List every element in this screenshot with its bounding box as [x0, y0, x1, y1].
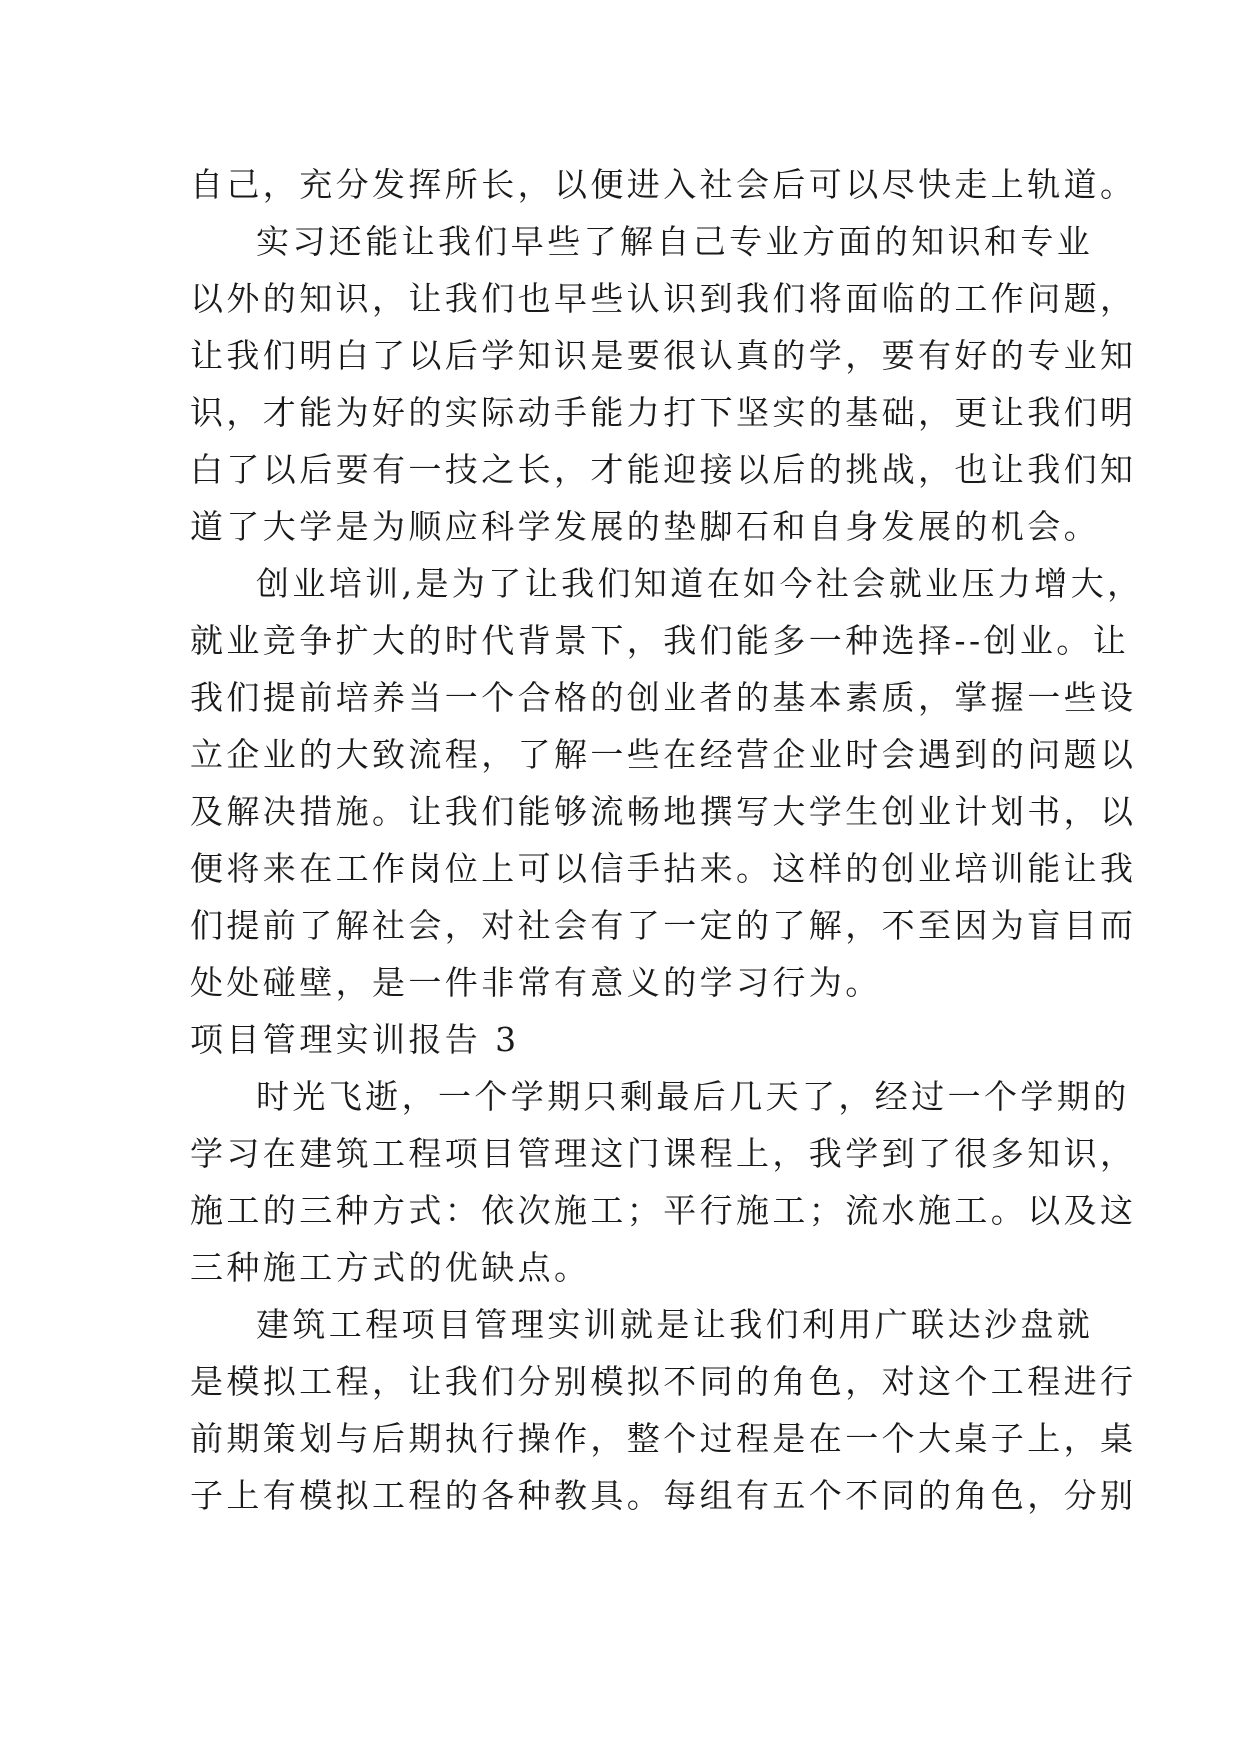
paragraph-line: 学习在建筑工程项目管理这门课程上，我学到了很多知识， — [190, 1134, 1137, 1173]
paragraph-line: 前期策划与后期执行操作，整个过程是在一个大桌子上，桌 — [190, 1419, 1137, 1458]
paragraph-line: 及解决措施。让我们能够流畅地撰写大学生创业计划书，以 — [190, 792, 1137, 831]
paragraph-line: 创业培训,是为了让我们知道在如今社会就业压力增大， — [256, 564, 1144, 603]
paragraph-line: 以外的知识，让我们也早些认识到我们将面临的工作问题， — [190, 279, 1137, 318]
paragraph-line: 们提前了解社会，对社会有了一定的了解，不至因为盲目而 — [190, 906, 1137, 945]
paragraph-line: 实习还能让我们早些了解自己专业方面的知识和专业 — [256, 222, 1094, 261]
paragraph-line: 建筑工程项目管理实训就是让我们利用广联达沙盘就 — [256, 1305, 1094, 1344]
paragraph-line: 就业竞争扩大的时代背景下，我们能多一种选择--创业。让 — [190, 621, 1130, 660]
paragraph-line: 立企业的大致流程，了解一些在经营企业时会遇到的问题以 — [190, 735, 1137, 774]
paragraph-line: 子上有模拟工程的各种教具。每组有五个不同的角色，分别 — [190, 1476, 1137, 1515]
paragraph-line: 处处碰壁，是一件非常有意义的学习行为。 — [190, 963, 882, 1002]
paragraph-line: 道了大学是为顺应科学发展的垫脚石和自身发展的机会。 — [190, 507, 1100, 546]
paragraph-line: 施工的三种方式：依次施工；平行施工；流水施工。以及这 — [190, 1191, 1137, 1230]
paragraph-line: 白了以后要有一技之长，才能迎接以后的挑战，也让我们知 — [190, 450, 1137, 489]
section-heading: 项目管理实训报告 3 — [190, 1020, 520, 1059]
paragraph-line: 识，才能为好的实际动手能力打下坚实的基础，更让我们明 — [190, 393, 1137, 432]
paragraph-line: 是模拟工程，让我们分别模拟不同的角色，对这个工程进行 — [190, 1362, 1137, 1401]
paragraph-line: 我们提前培养当一个合格的创业者的基本素质，掌握一些设 — [190, 678, 1137, 717]
paragraph-line: 让我们明白了以后学知识是要很认真的学，要有好的专业知 — [190, 336, 1137, 375]
paragraph-line: 三种施工方式的优缺点。 — [190, 1248, 591, 1287]
paragraph-line: 时光飞逝，一个学期只剩最后几天了，经过一个学期的 — [256, 1077, 1130, 1116]
paragraph-line: 便将来在工作岗位上可以信手拈来。这样的创业培训能让我 — [190, 849, 1137, 888]
paragraph-line: 自己，充分发挥所长，以便进入社会后可以尽快走上轨道。 — [190, 165, 1137, 204]
